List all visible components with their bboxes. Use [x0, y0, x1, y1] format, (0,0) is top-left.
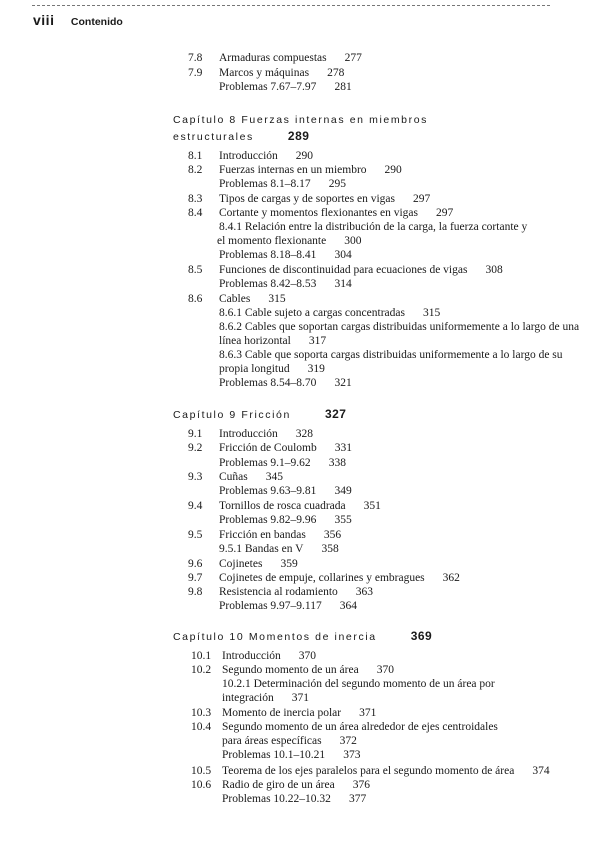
entry-title: línea horizontal	[219, 335, 291, 347]
entry-page: 377	[348, 793, 367, 805]
toc-entry[interactable]	[222, 706, 376, 720]
entry-title: Problemas 10.22–10.32	[222, 793, 331, 805]
entry-page: 349	[334, 485, 352, 497]
entry-number: 10.5	[191, 765, 212, 777]
entry-page: 308	[485, 264, 503, 276]
chapter-page: 327	[324, 407, 347, 421]
entry-page: 371	[359, 707, 377, 719]
entry-title: Problemas 8.54–8.70	[219, 377, 317, 389]
entry-title: Problemas 9.63–9.81	[219, 485, 317, 497]
entry-title: Problemas 8.42–8.53	[219, 278, 317, 290]
entry-page: 278	[327, 67, 345, 79]
chapter-page: 289	[287, 129, 310, 143]
toc-entry[interactable]	[219, 484, 352, 498]
entry-title: 8.4.1 Relación entre la distribución de la carga, la fuerza cortante y	[219, 221, 528, 233]
toc-subentry[interactable]	[219, 306, 440, 320]
toc-entry[interactable]	[219, 571, 460, 585]
entry-page: 319	[307, 363, 325, 375]
entry-title: Armaduras compuestas	[219, 52, 327, 64]
entry-page: 363	[355, 586, 374, 598]
entry-number: 10.6	[191, 779, 212, 791]
entry-title: Funciones de discontinuidad para ecuaciones de vigas	[219, 264, 468, 276]
entry-title: Problemas 8.1–8.17	[219, 178, 311, 190]
entry-number: 8.1	[188, 150, 203, 162]
entry-page: 371	[291, 692, 309, 704]
entry-page: 364	[339, 600, 357, 612]
toc-entry[interactable]	[219, 376, 352, 390]
entry-title: Introducción	[219, 150, 278, 162]
entry-title: Fricción de Coulomb	[219, 442, 317, 454]
entry-number: 9.2	[188, 442, 203, 454]
top-rule	[32, 5, 550, 6]
chapter-title: Capítulo 9 Fricción	[173, 409, 291, 421]
toc-entry[interactable]	[219, 51, 362, 65]
toc-entry[interactable]	[219, 177, 346, 191]
entry-page: 351	[363, 500, 381, 512]
entry-title: Radio de giro de un área	[222, 779, 335, 791]
entry-number: 7.8	[188, 52, 203, 64]
toc-entry[interactable]	[219, 206, 453, 220]
entry-number: 8.5	[188, 264, 203, 276]
entry-page: 362	[442, 572, 460, 584]
entry-page: 374	[532, 765, 550, 777]
toc-entry[interactable]	[219, 557, 298, 571]
entry-number: 9.5	[188, 529, 203, 541]
toc-entry[interactable]	[219, 80, 352, 94]
toc-entry[interactable]	[219, 499, 381, 513]
entry-title: Teorema de los ejes paralelos para el segundo momento de área	[222, 765, 515, 777]
entry-number: 10.1	[191, 650, 212, 662]
running-title: Contenido	[70, 16, 123, 28]
toc-entry[interactable]	[222, 649, 316, 663]
entry-title: propia longitud	[219, 363, 290, 375]
entry-number: 8.2	[188, 164, 203, 176]
entry-title: Problemas 10.1–10.21	[222, 749, 326, 761]
toc-entry[interactable]	[219, 599, 357, 613]
entry-page: 331	[334, 442, 352, 454]
toc-entry[interactable]	[219, 192, 430, 206]
toc-subentry[interactable]	[219, 220, 527, 234]
entry-number: 8.4	[188, 207, 203, 219]
toc-entry[interactable]	[219, 470, 283, 484]
entry-number: 8.3	[188, 193, 203, 205]
entry-number: 10.4	[191, 721, 212, 733]
entry-page: 295	[328, 178, 346, 190]
entry-page: 315	[422, 307, 441, 319]
page-header	[33, 12, 123, 30]
toc-subentry[interactable]	[217, 234, 361, 248]
chapter-title: Capítulo 10 Momentos de inercia	[173, 631, 377, 643]
entry-title: Problemas 9.97–9.117	[219, 600, 322, 612]
toc-subentry[interactable]	[219, 348, 563, 362]
toc-entry[interactable]	[219, 248, 352, 262]
entry-title: 9.5.1 Bandas en V	[219, 543, 304, 555]
entry-page: 338	[328, 457, 346, 469]
entry-title: Fricción en bandas	[219, 529, 306, 541]
toc-subentry[interactable]	[219, 362, 325, 376]
toc-entry[interactable]	[222, 663, 394, 677]
entry-title: el momento flexionante	[217, 235, 327, 247]
entry-number: 9.7	[188, 572, 203, 584]
entry-page: 370	[376, 664, 394, 676]
toc-entry[interactable]	[222, 734, 357, 748]
entry-title: Problemas 9.1–9.62	[219, 457, 311, 469]
entry-title: 8.6.1 Cable sujeto a cargas concentradas	[219, 307, 405, 319]
entry-title: 8.6.3 Cable que soporta cargas distribuidas uniformemente a lo largo de su	[219, 349, 563, 361]
toc-entry[interactable]	[222, 778, 370, 792]
entry-title: Problemas 7.67–7.97	[219, 81, 317, 93]
entry-number: 10.3	[191, 707, 212, 719]
entry-page: 372	[339, 735, 357, 747]
entry-page: 358	[321, 543, 339, 555]
entry-page: 370	[298, 650, 317, 662]
chapter-heading[interactable]	[173, 113, 428, 128]
entry-page: 355	[334, 514, 352, 526]
toc-entry[interactable]	[222, 748, 360, 762]
toc-subentry[interactable]	[219, 334, 326, 348]
entry-page: 297	[413, 193, 431, 205]
chapter-heading[interactable]	[173, 129, 309, 145]
entry-title: Introducción	[222, 650, 281, 662]
chapter-heading[interactable]	[173, 629, 432, 645]
toc-entry[interactable]	[219, 528, 341, 542]
entry-page: 277	[344, 52, 362, 64]
entry-title: Cojinetes de empuje, collarines y embragues	[219, 572, 425, 584]
entry-title: Fuerzas internas en un miembro	[219, 164, 367, 176]
entry-number: 10.2	[191, 664, 212, 676]
toc-entry[interactable]	[222, 792, 366, 806]
toc-entry[interactable]	[219, 149, 313, 163]
toc-subentry[interactable]	[219, 320, 579, 334]
entry-page: 304	[334, 249, 352, 261]
entry-title: 8.6.2 Cables que soportan cargas distribuidas uniformemente a lo largo de una	[219, 321, 580, 333]
chapter-page: 369	[410, 629, 433, 643]
entry-title: Cortante y momentos flexionantes en vigas	[219, 207, 418, 219]
toc-entry[interactable]	[219, 163, 402, 177]
toc-entry[interactable]	[219, 513, 352, 527]
entry-title: Segundo momento de un área	[222, 664, 359, 676]
toc-entry[interactable]	[219, 277, 352, 291]
toc-entry[interactable]	[219, 441, 352, 455]
toc-entry[interactable]	[219, 427, 313, 441]
toc-entry[interactable]	[222, 720, 498, 734]
entry-title: integración	[222, 692, 274, 704]
entry-page: 297	[435, 207, 454, 219]
entry-number: 9.1	[188, 428, 203, 440]
chapter-heading[interactable]	[173, 407, 346, 423]
entry-title: Cuñas	[219, 471, 248, 483]
entry-title: Problemas 9.82–9.96	[219, 514, 317, 526]
entry-title: Tornillos de rosca cuadrada	[219, 500, 346, 512]
toc-entry[interactable]	[222, 764, 550, 778]
entry-title: Momento de inercia polar	[222, 707, 342, 719]
toc-entry[interactable]	[219, 66, 344, 80]
entry-page: 317	[308, 335, 327, 347]
toc-entry[interactable]	[219, 456, 346, 470]
entry-title: Marcos y máquinas	[219, 67, 310, 79]
entry-title: Cables	[219, 293, 251, 305]
entry-number: 9.3	[188, 471, 203, 483]
page-number: viii	[33, 12, 55, 28]
entry-page: 314	[334, 278, 352, 290]
entry-number: 8.6	[188, 293, 203, 305]
entry-page: 373	[343, 749, 361, 761]
entry-title: 10.2.1 Determinación del segundo momento de un área por	[222, 678, 495, 690]
entry-page: 300	[344, 235, 362, 247]
entry-title: Cojinetes	[219, 558, 263, 570]
entry-number: 9.6	[188, 558, 203, 570]
toc-subentry[interactable]	[222, 691, 309, 705]
entry-title: Segundo momento de un área alrededor de ejes centroidales	[222, 721, 498, 733]
entry-title: Problemas 8.18–8.41	[219, 249, 317, 261]
toc-subentry[interactable]	[219, 542, 339, 556]
entry-title: para áreas específicas	[222, 735, 322, 747]
toc-entry[interactable]	[219, 292, 286, 306]
entry-page: 315	[268, 293, 286, 305]
entry-number: 9.8	[188, 586, 203, 598]
entry-number: 7.9	[188, 67, 203, 79]
entry-title: Resistencia al rodamiento	[219, 586, 338, 598]
entry-page: 359	[280, 558, 298, 570]
toc-entry[interactable]	[219, 263, 503, 277]
entry-page: 290	[295, 150, 314, 162]
entry-title: Introducción	[219, 428, 278, 440]
entry-number: 9.4	[188, 500, 203, 512]
entry-page: 345	[265, 471, 283, 483]
entry-page: 328	[295, 428, 314, 440]
entry-page: 376	[352, 779, 370, 791]
chapter-title: estructurales	[173, 131, 254, 143]
chapter-title: Capítulo 8 Fuerzas internas en miembros	[173, 114, 428, 126]
entry-page: 290	[384, 164, 402, 176]
toc-subentry[interactable]	[222, 677, 495, 691]
entry-page: 321	[334, 377, 352, 389]
entry-page: 281	[334, 81, 352, 93]
entry-title: Tipos de cargas y de soportes en vigas	[219, 193, 395, 205]
toc-entry[interactable]	[219, 585, 373, 599]
entry-page: 356	[323, 529, 342, 541]
